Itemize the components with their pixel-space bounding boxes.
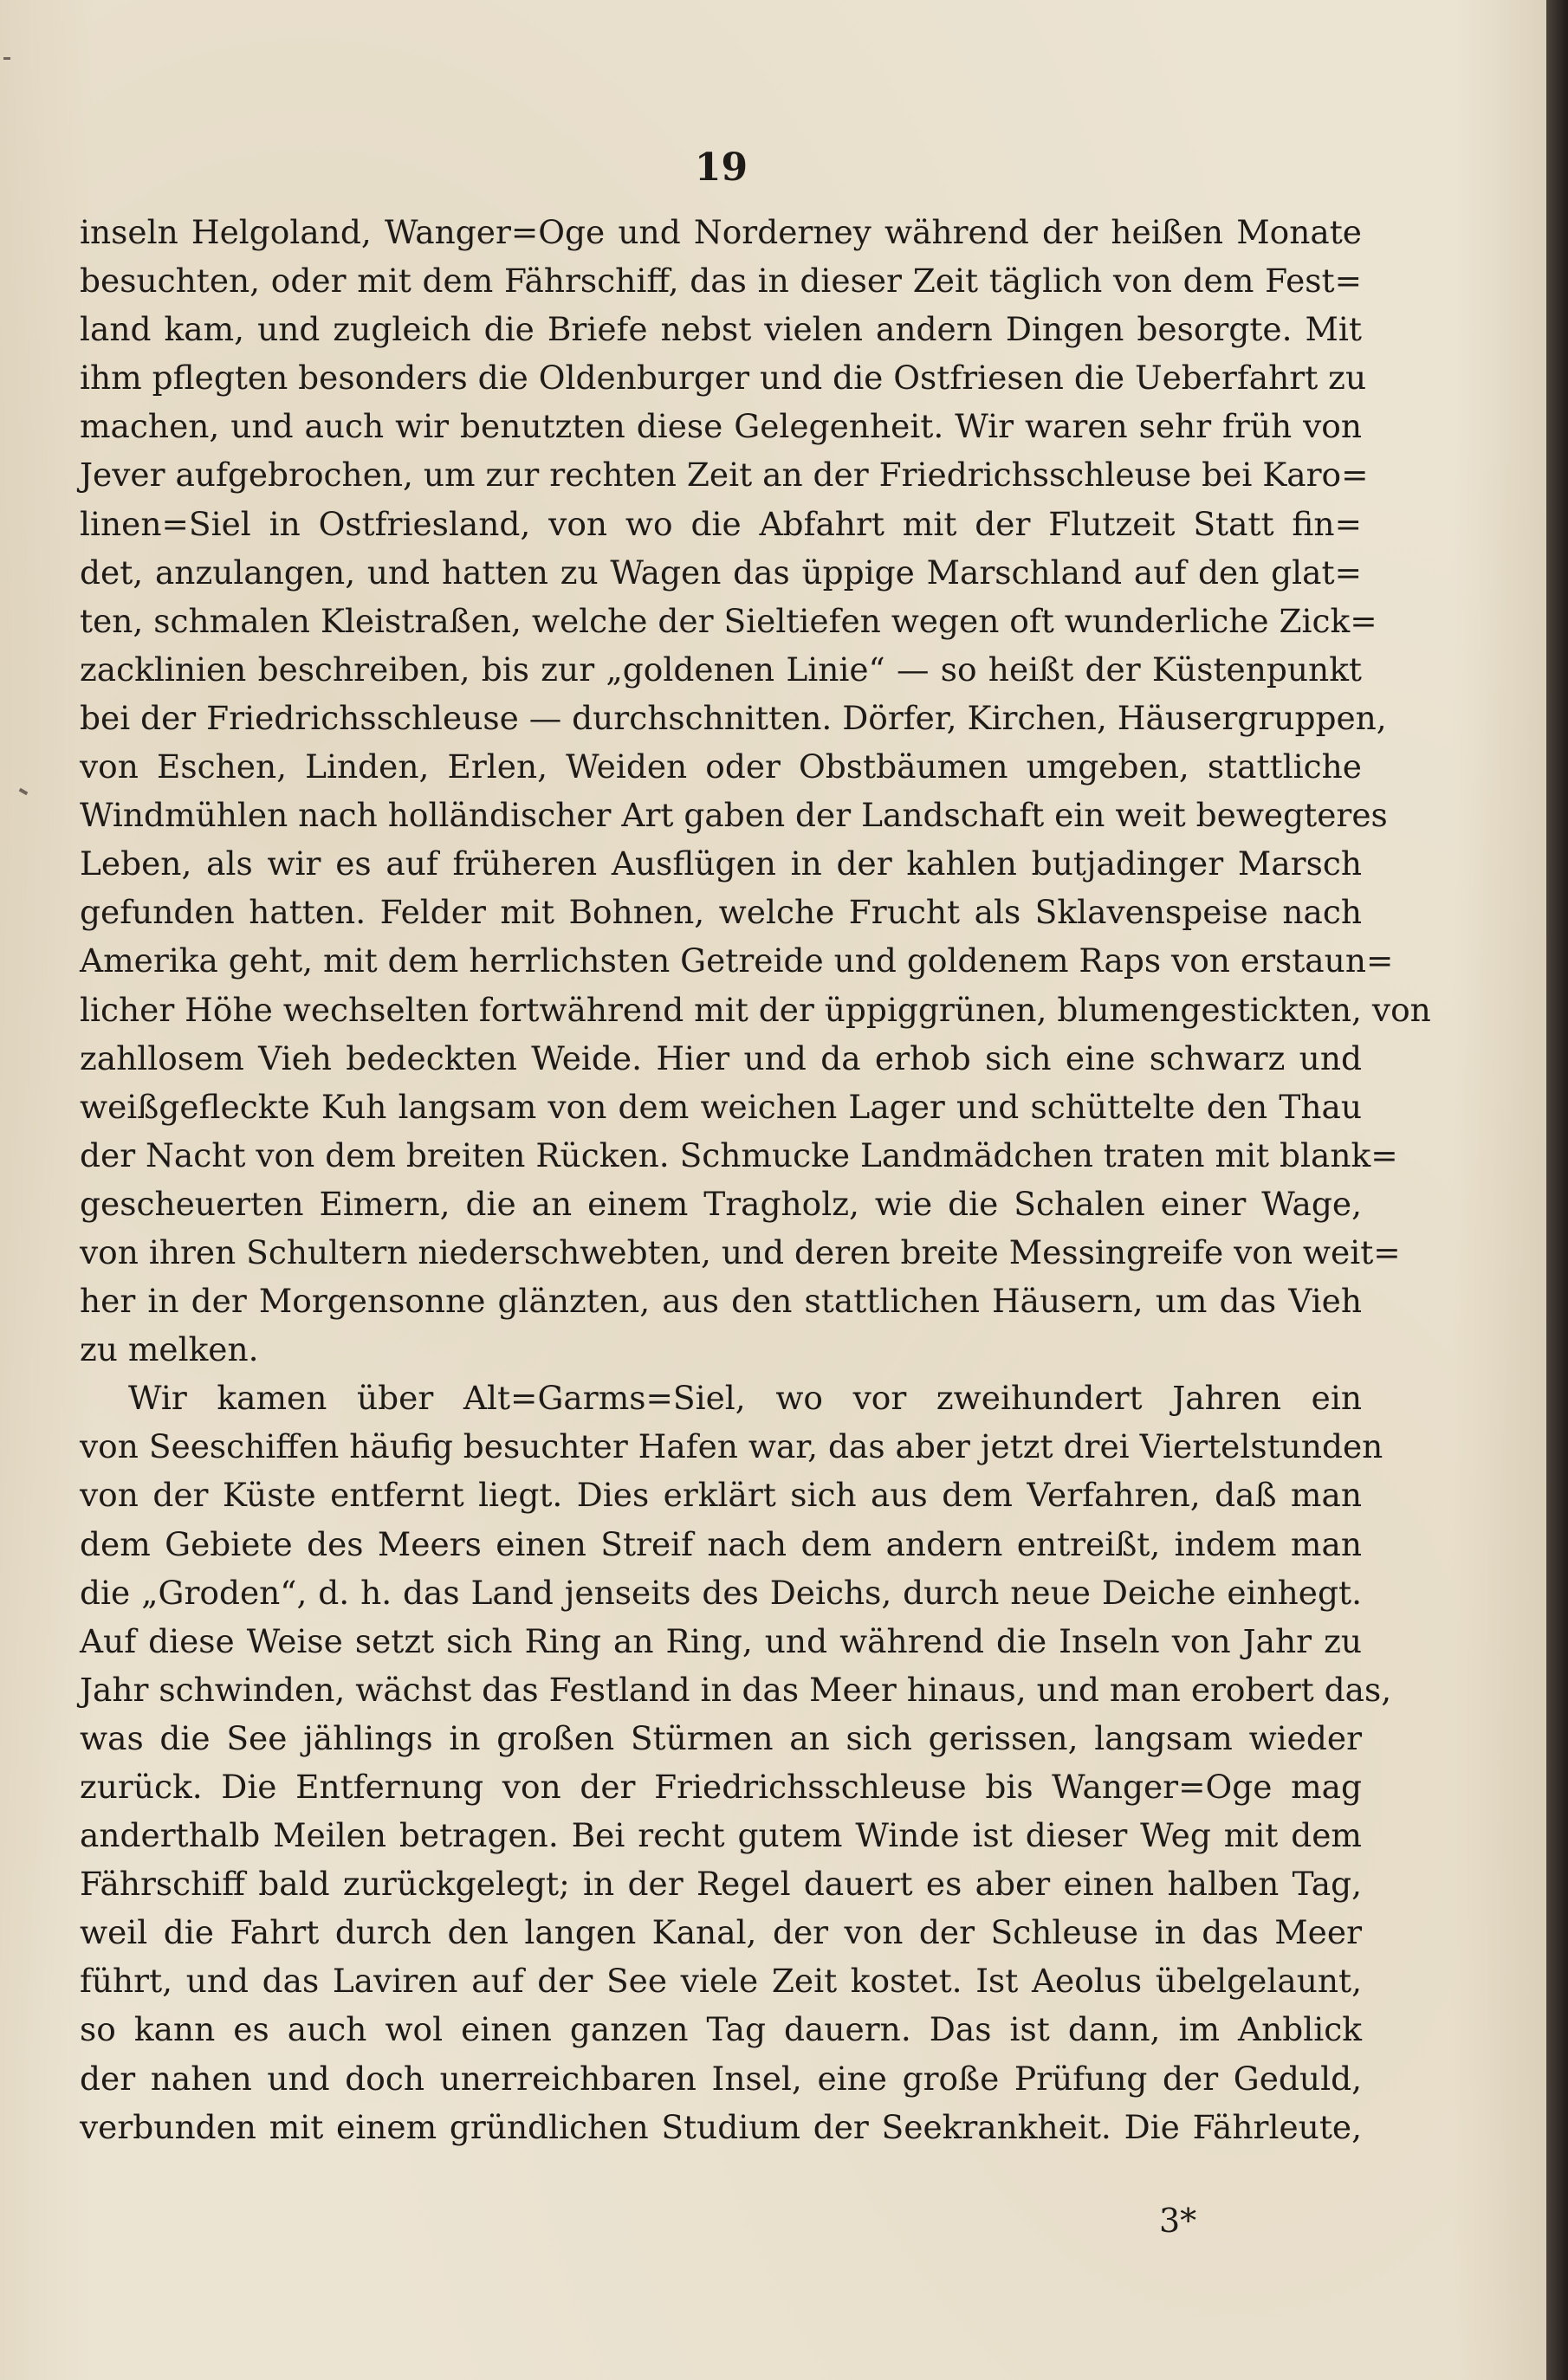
text-line: land kam, und zugleich die Briefe nebst vielen andern Dingen besorgte. Mit xyxy=(80,310,1362,349)
text-line: so kann es auch wol einen ganzen Tag dauern. Das ist dann, im Anblick xyxy=(80,2010,1362,2049)
body-text xyxy=(80,208,1431,2151)
text-line: was die See jählings in großen Stürmen an sich gerissen, langsam wieder xyxy=(80,1718,1362,1757)
text-line: führt, und das Laviren auf der See viele Zeit kostet. Ist Aeolus übelgelaunt, xyxy=(80,1962,1362,2001)
text-line: der nahen und doch unerreichbaren Insel, eine große Prüfung der Geduld, xyxy=(80,2059,1362,2098)
text-line: Auf diese Weise setzt sich Ring an Ring, und während die Inseln von Jahr zu xyxy=(80,1621,1362,1660)
text-line: inseln Helgoland, Wanger=Oge und Norderney während der heißen Monate xyxy=(80,213,1362,251)
text-line: licher Höhe wechselten fortwährend mit der üppiggrünen, blumengestickten, von xyxy=(80,990,1431,1029)
text-line: weißgefleckte Kuh langsam von dem weichen Lager und schüttelte den Thau xyxy=(80,1087,1362,1126)
text-line: Amerika geht, mit dem herrlichsten Getreide und goldenem Raps von erstaun= xyxy=(80,941,1394,980)
text-line: besuchten, oder mit dem Fährschiff, das in dieser Zeit täglich von dem Fest= xyxy=(80,262,1362,301)
text-line: gescheuerten Eimern, die an einem Tragholz, wie die Schalen einer Wage, xyxy=(80,1184,1362,1223)
signature-mark: 3* xyxy=(1159,2202,1197,2240)
paragraph xyxy=(80,208,1431,1374)
text-line: der Nacht von dem breiten Rücken. Schmucke Landmädchen traten mit blank= xyxy=(80,1135,1398,1174)
text-line: her in der Morgensonne glänzten, aus den stattlichen Häusern, um das Vieh xyxy=(80,1282,1362,1321)
text-line: ten, schmalen Kleistraßen, welche der Sieltiefen wegen oft wunderliche Zick= xyxy=(80,601,1377,640)
text-line: verbunden mit einem gründlichen Studium der Seekrankheit. Die Fährleute, xyxy=(80,2107,1362,2146)
text-line: anderthalb Meilen betragen. Bei recht gutem Winde ist dieser Weg mit dem xyxy=(80,1816,1362,1855)
text-line: linen=Siel in Ostfriesland, von wo die Abfahrt mit der Flutzeit Statt fin= xyxy=(80,504,1362,543)
text-line: Jever aufgebrochen, um zur rechten Zeit an der Friedrichsschleuse bei Karo= xyxy=(80,456,1369,495)
text-line: Windmühlen nach holländischer Art gaben der Landschaft ein weit bewegteres xyxy=(80,796,1388,835)
text-line: von Seeschiffen häufig besuchter Hafen war, das aber jetzt drei Viertelstunden xyxy=(80,1427,1383,1466)
text-line: von Eschen, Linden, Erlen, Weiden oder Obstbäumen umgeben, stattliche xyxy=(80,747,1362,786)
paragraph xyxy=(80,1374,1392,2151)
book-edge-shadow xyxy=(1546,0,1568,2380)
margin-mark xyxy=(3,57,10,60)
text-line: dem Gebiete des Meers einen Streif nach dem andern entreißt, indem man xyxy=(80,1524,1362,1563)
text-line: zahllosem Vieh bedeckten Weide. Hier und da erhob sich eine schwarz und xyxy=(80,1038,1362,1077)
text-line: bei der Friedrichsschleuse — durchschnitten. Dörfer, Kirchen, Häusergruppen, xyxy=(80,698,1387,737)
text-line: Leben, als wir es auf früheren Ausflügen in der kahlen butjadinger Marsch xyxy=(80,844,1362,883)
text-line: von der Küste entfernt liegt. Dies erklärt sich aus dem Verfahren, daß man xyxy=(80,1476,1362,1515)
text-line: Fährschiff bald zurückgelegt; in der Regel dauert es aber einen halben Tag, xyxy=(80,1865,1362,1904)
text-line: weil die Fahrt durch den langen Kanal, der von der Schleuse in das Meer xyxy=(80,1913,1362,1952)
margin-mark xyxy=(19,788,29,795)
text-line: ihm pflegten besonders die Oldenburger und die Ostfriesen die Ueberfahrt zu xyxy=(80,359,1367,398)
text-line: Jahr schwinden, wächst das Festland in das Meer hinaus, und man erobert das, xyxy=(80,1670,1392,1709)
text-line: gefunden hatten. Felder mit Bohnen, welche Frucht als Sklavenspeise nach xyxy=(80,893,1362,932)
text-line: Wir kamen über Alt=Garms=Siel, wo vor zweihundert Jahren ein xyxy=(128,1379,1362,1418)
text-line: det, anzulangen, und hatten zu Wagen das üppige Marschland auf den glat= xyxy=(80,553,1362,592)
text-line: zacklinien beschreiben, bis zur „goldenen Linie“ — so heißt der Küstenpunkt xyxy=(80,650,1362,689)
page-number: 19 xyxy=(694,146,748,190)
text-line: zu melken. xyxy=(80,1330,259,1369)
text-line: von ihren Schultern niederschwebten, und deren breite Messingreife von weit= xyxy=(80,1232,1401,1271)
text-line: machen, und auch wir benutzten diese Gelegenheit. Wir waren sehr früh von xyxy=(80,407,1362,446)
text-line: zurück. Die Entfernung von der Friedrichsschleuse bis Wanger=Oge mag xyxy=(80,1768,1362,1806)
text-line: die „Groden“, d. h. das Land jenseits des Deichs, durch neue Deiche einhegt. xyxy=(80,1573,1362,1612)
